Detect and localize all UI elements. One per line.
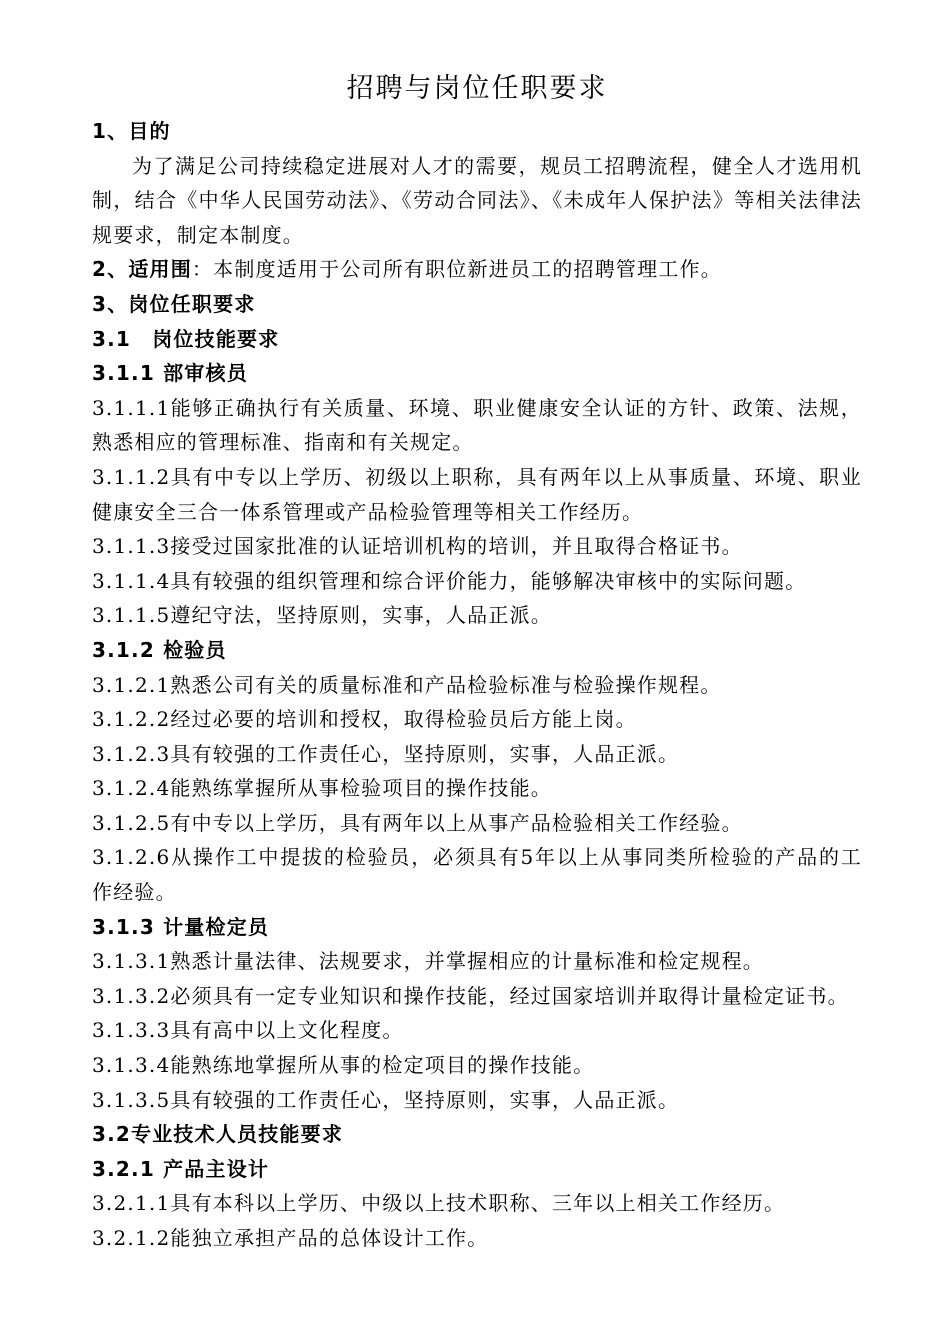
list-item: 3.1.2.2经过必要的培训和授权，取得检验员后方能上岗。 [92,707,637,732]
document-title: 招聘与岗位任职要求 [346,73,608,104]
document-page [92,68,862,1256]
list-item: 3.2.1.2能独立承担产品的总体设计工作。 [92,1226,489,1250]
list-item: 3.1.1.1能够正确执行有关质量、环境、职业健康安全认证的方针、政策、法规，熟悉相应的管理标准、指南和有关规定。 [92,395,862,455]
list-item: 3.1.2.1熟悉公司有关的质量标准和产品检验标准与检验操作规程。 [92,672,722,697]
list-item: 3.1.2.4能熟练掌握所从事检验项目的操作技能。 [92,776,552,801]
section-1-body: 为了满足公司持续稳定进展对人才的需要，规员工招聘流程，健全人才选用机制，结合《中华人民国劳动法》、《劳动合同法》、《未成年人保护法》等相关法律法规要求，制定本制度。 [92,153,862,247]
section-2-label: 2、适用围 [92,257,192,282]
list-item: 3.1.3.5具有较强的工作责任心，坚持原则，实事，人品正派。 [92,1087,680,1112]
list-item: 3.1.1.3接受过国家批准的认证培训机构的培训，并且取得合格证书。 [92,534,743,559]
section-2-body: ：本制度适用于公司所有职位新进员工的招聘管理工作。 [191,257,722,282]
list-item: 3.1.1.5遵纪守法，坚持原则，实事，人品正派。 [92,603,552,628]
list-item: 3.1.3.4能熟练地掌握所从事的检定项目的操作技能。 [92,1053,595,1078]
list-item: 3.1.3.2必须具有一定专业知识和操作技能，经过国家培训并取得计量检定证书。 [92,983,849,1008]
list-item: 3.1.3.3具有高中以上文化程度。 [92,1018,404,1043]
list-item: 3.1.2.6从操作工中提拔的检验员，必须具有5年以上从事同类所检验的产品的工作经验。 [92,845,862,905]
section-3-1-3-heading: 3.1.3 计量检定员 [92,914,270,939]
list-item: 3.1.3.1熟悉计量法律、法规要求，并掌握相应的计量标准和检定规程。 [92,949,764,974]
list-item: 3.2.1.1具有本科以上学历、中级以上技术职称、三年以上相关工作经历。 [92,1191,786,1216]
list-item: 3.1.2.3具有较强的工作责任心，坚持原则，实事，人品正派。 [92,741,680,766]
section-3-2-heading: 3.2专业技术人员技能要求 [92,1122,344,1147]
list-item: 3.1.2.5有中专以上学历，具有两年以上从事产品检验相关工作经验。 [92,810,743,835]
section-1-heading: 1、目的 [92,119,171,143]
section-3-1-2-heading: 3.1.2 检验员 [92,637,227,662]
section-2-paragraph [92,252,862,287]
section-3-heading: 3、岗位任职要求 [92,291,256,316]
section-3-1-heading: 3.1 岗位技能要求 [92,326,280,351]
list-item: 3.1.1.2具有中专以上学历、初级以上职称，具有两年以上从事质量、环境、职业健康安全三合一体系管理或产品检验管理等相关工作经历。 [92,464,862,524]
list-item: 3.1.1.4具有较强的组织管理和综合评价能力，能够解决审核中的实际问题。 [92,568,807,593]
section-3-1-1-heading: 3.1.1 部审核员 [92,361,248,386]
section-3-2-1-heading: 3.2.1 产品主设计 [92,1156,270,1181]
